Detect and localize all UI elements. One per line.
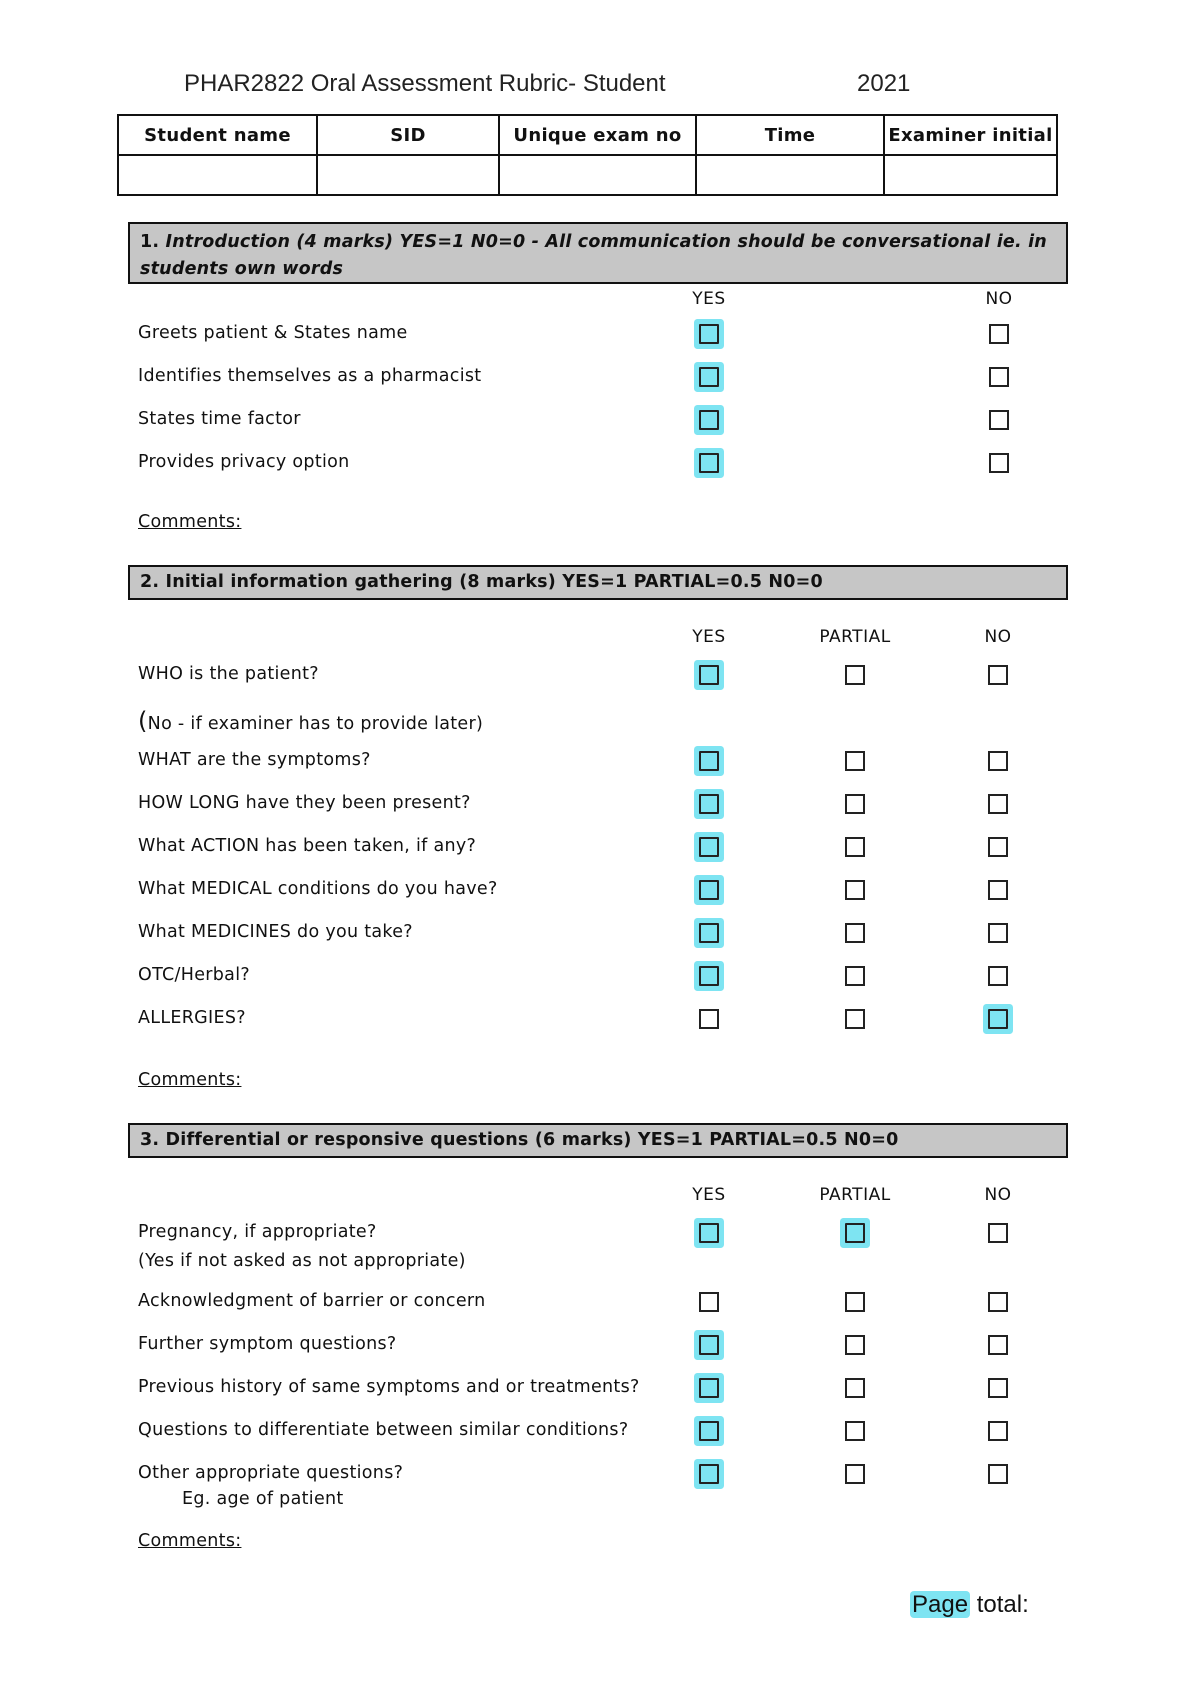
note-text: (Yes if not asked as not appropriate) [138, 1251, 466, 1271]
exam-no-field[interactable] [499, 155, 696, 195]
checkbox-yes[interactable] [699, 794, 719, 814]
checkbox-partial[interactable] [845, 1421, 865, 1441]
checkbox-no[interactable] [988, 665, 1008, 685]
document-year: 2021 [857, 70, 911, 97]
checkbox-yes[interactable] [699, 751, 719, 771]
column-header-yes: YES [692, 1185, 726, 1205]
checkbox-partial[interactable] [845, 1223, 865, 1243]
question-label: OTC/Herbal? [138, 965, 250, 985]
checkbox-partial[interactable] [845, 1335, 865, 1355]
question-label: Questions to differentiate between similar conditions? [138, 1420, 629, 1440]
time-field[interactable] [696, 155, 884, 195]
checkbox-partial[interactable] [845, 837, 865, 857]
total-word: total: [976, 1591, 1029, 1618]
checkbox-yes[interactable] [699, 1421, 719, 1441]
question-note [138, 707, 483, 735]
checkbox-yes[interactable] [699, 1009, 719, 1029]
checkbox-no[interactable] [989, 453, 1009, 473]
section-introduction [128, 222, 1068, 542]
checkbox-yes[interactable] [699, 1464, 719, 1484]
info-col-sid: SID [317, 115, 499, 155]
section-initial-information [128, 565, 1068, 1105]
note-text: Eg. age of patient [182, 1489, 344, 1509]
checkbox-no[interactable] [988, 880, 1008, 900]
checkbox-no[interactable] [988, 837, 1008, 857]
document-title: PHAR2822 Oral Assessment Rubric- Student [184, 70, 666, 97]
question-label: WHAT are the symptoms? [138, 750, 371, 770]
checkbox-yes[interactable] [699, 324, 719, 344]
column-header-yes: YES [692, 289, 726, 309]
checkbox-yes[interactable] [699, 1223, 719, 1243]
question-label: Further symptom questions? [138, 1334, 397, 1354]
question-note [182, 1489, 344, 1509]
question-label: Acknowledgment of barrier or concern [138, 1291, 486, 1311]
question-label: What ACTION has been taken, if any? [138, 836, 477, 856]
checkbox-yes[interactable] [699, 1292, 719, 1312]
section-header [128, 222, 1068, 284]
info-col-time: Time [696, 115, 884, 155]
question-label: Identifies themselves as a pharmacist [138, 366, 482, 386]
checkbox-no[interactable] [988, 1464, 1008, 1484]
question-label: HOW LONG have they been present? [138, 793, 471, 813]
checkbox-no[interactable] [988, 1421, 1008, 1441]
checkbox-yes[interactable] [699, 665, 719, 685]
checkbox-no[interactable] [988, 923, 1008, 943]
checkbox-no[interactable] [989, 410, 1009, 430]
page-total [910, 1591, 1029, 1619]
checkbox-partial[interactable] [845, 1378, 865, 1398]
checkbox-no[interactable] [989, 367, 1009, 387]
checkbox-yes[interactable] [699, 966, 719, 986]
checkbox-yes[interactable] [699, 453, 719, 473]
question-label: Previous history of same symptoms and or treatments? [138, 1377, 640, 1397]
column-header-yes: YES [692, 627, 726, 647]
section-number: 1. [140, 232, 160, 252]
checkbox-partial[interactable] [845, 1292, 865, 1312]
column-header-no: NO [985, 289, 1013, 309]
question-label: What MEDICAL conditions do you have? [138, 879, 498, 899]
student-info-table [117, 114, 1058, 196]
checkbox-partial[interactable] [845, 1464, 865, 1484]
note-text: No - if examiner has to provide later) [147, 714, 484, 734]
info-col-student-name: Student name [118, 115, 317, 155]
student-name-field[interactable] [118, 155, 317, 195]
column-header-no: NO [984, 627, 1012, 647]
checkbox-yes[interactable] [699, 410, 719, 430]
checkbox-yes[interactable] [699, 837, 719, 857]
checkbox-no[interactable] [988, 1009, 1008, 1029]
checkbox-yes[interactable] [699, 923, 719, 943]
section-title: Introduction (4 marks) YES=1 N0=0 - All communication should be conversational ie. in students own words [140, 232, 1047, 279]
checkbox-no[interactable] [988, 966, 1008, 986]
note-paren: ( [138, 707, 148, 735]
checkbox-no[interactable] [988, 1378, 1008, 1398]
info-col-exam-no: Unique exam no [499, 115, 696, 155]
section-differential-questions [128, 1123, 1068, 1563]
section-header: 2. Initial information gathering (8 marks) YES=1 PARTIAL=0.5 N0=0 [128, 565, 1068, 600]
checkbox-partial[interactable] [845, 794, 865, 814]
column-header-partial: PARTIAL [819, 1185, 891, 1205]
checkbox-partial[interactable] [845, 1009, 865, 1029]
question-note [138, 1251, 466, 1271]
question-label: Greets patient & States name [138, 323, 408, 343]
checkbox-partial[interactable] [845, 923, 865, 943]
checkbox-yes[interactable] [699, 880, 719, 900]
page-word: Page [912, 1591, 969, 1618]
examiner-initial-field[interactable] [884, 155, 1057, 195]
info-header-row [118, 115, 1057, 155]
checkbox-no[interactable] [988, 1335, 1008, 1355]
checkbox-partial[interactable] [845, 751, 865, 771]
checkbox-yes[interactable] [699, 1378, 719, 1398]
checkbox-no[interactable] [988, 1292, 1008, 1312]
checkbox-yes[interactable] [699, 367, 719, 387]
checkbox-no[interactable] [988, 794, 1008, 814]
comments-label: Comments: [138, 1070, 242, 1090]
question-label: ALLERGIES? [138, 1008, 246, 1028]
checkbox-no[interactable] [988, 1223, 1008, 1243]
checkbox-no[interactable] [989, 324, 1009, 344]
checkbox-yes[interactable] [699, 1335, 719, 1355]
section-header: 3. Differential or responsive questions (6 marks) YES=1 PARTIAL=0.5 N0=0 [128, 1123, 1068, 1158]
question-label: What MEDICINES do you take? [138, 922, 413, 942]
sid-field[interactable] [317, 155, 499, 195]
checkbox-no[interactable] [988, 751, 1008, 771]
info-value-row [118, 155, 1057, 195]
question-label: WHO is the patient? [138, 664, 319, 684]
question-label: Pregnancy, if appropriate? [138, 1222, 377, 1242]
question-label: Other appropriate questions? [138, 1463, 404, 1483]
question-label: States time factor [138, 409, 301, 429]
column-header-partial: PARTIAL [819, 627, 891, 647]
checkbox-partial[interactable] [845, 665, 865, 685]
question-label: Provides privacy option [138, 452, 350, 472]
checkbox-partial[interactable] [845, 966, 865, 986]
comments-label: Comments: [138, 1531, 242, 1551]
info-col-examiner: Examiner initial [884, 115, 1057, 155]
column-header-no: NO [984, 1185, 1012, 1205]
comments-label: Comments: [138, 512, 242, 532]
checkbox-partial[interactable] [845, 880, 865, 900]
